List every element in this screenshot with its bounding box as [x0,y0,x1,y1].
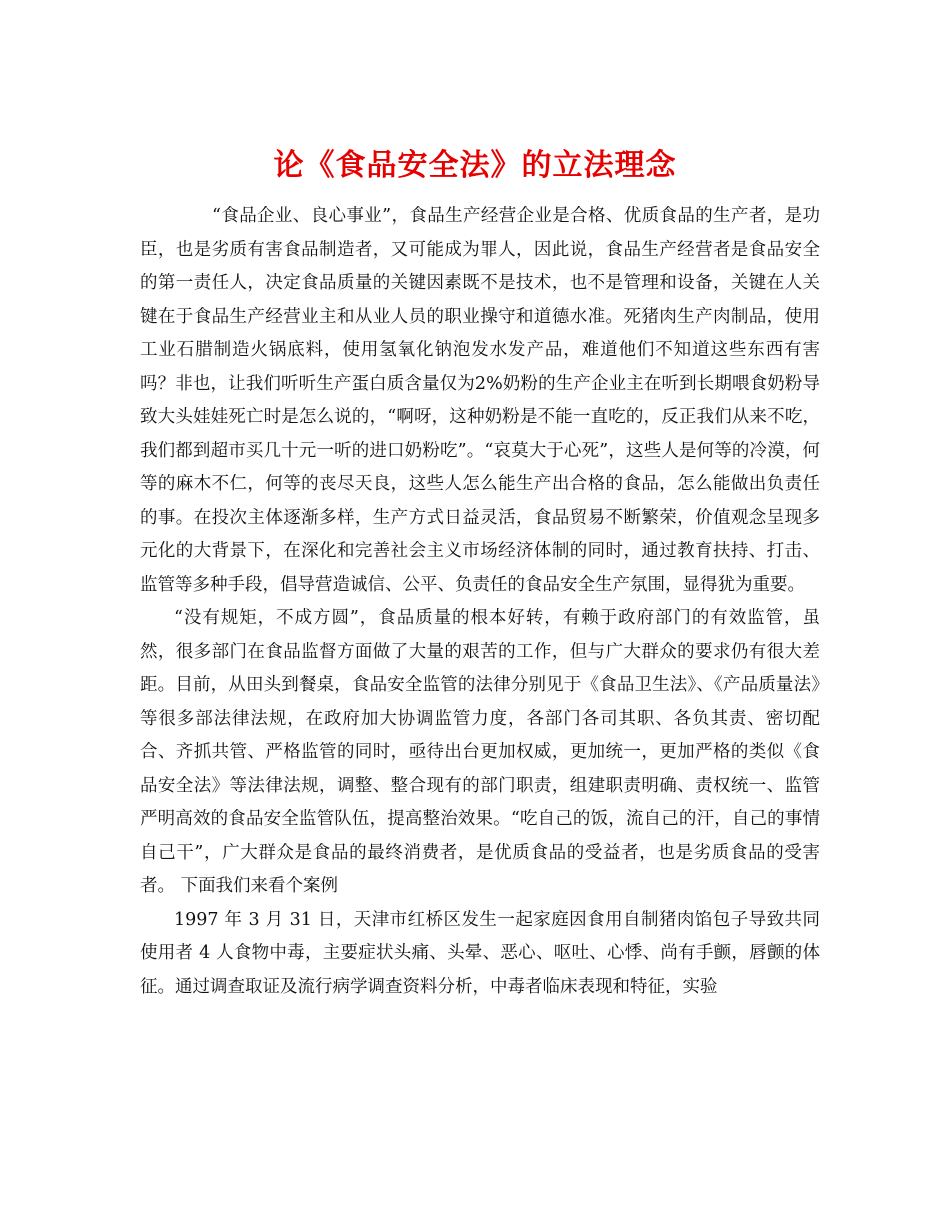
paragraph-1: “食品企业、良心事业”，食品生产经营企业是合格、优质食品的生产者，是功臣，也是劣质有害食品制造者，又可能成为罪人，因此说，食品生产经营者是食品安全的第一责任人，决定食品质量的关键因素既不是技术，也不是管理和设备，关键在人关键在于食品生产经营业主和从业人员的职业操守和道德水准。死猪肉生产肉制品，使用工业石腊制造火锅底料，使用氢氧化钠泡发水发产品，难道他们不知道这些东西有害吗？非也，让我们听听生产蛋白质含量仅为2%奶粉的生产企业主在听到长期喂食奶粉导致大头娃娃死亡时是怎么说的，“啊呀，这种奶粉是不能一直吃的，反正我们从来不吃，我们都到超市买几十元一听的进口奶粉吃”。“哀莫大于心死”，这些人是何等的冷漠，何等的麻木不仁，何等的丧尽天良，这些人怎么能生产出合格的食品，怎么能做出负责任的事。在投次主体逐渐多样，生产方式日益灵活，食品贸易不断繁荣，价值观念呈现多元化的大背景下，在深化和完善社会主义市场经济体制的同时，通过教育扶持、打击、监管等多种手段，倡导营造诚信、公平、负责任的食品安全生产氛围，显得犹为重要。 [140,206,820,595]
paragraph-2: “没有规矩，不成方圆”，食品质量的根本好转，有赖于政府部门的有效监管，虽然，很多部门在食品监督方面做了大量的艰苦的工作，但与广大群众的要求仍有很大差距。目前，从田头到餐桌，食品安全监管的法律分别见于《食品卫生法》、《产品质量法》等很多部法律法规，在政府加大协调监管力度，各部门各司其职、各负其责、密切配合、齐抓共管、严格监管的同时，亟待出台更加权威，更加统一，更加严格的类似《食品安全法》等法律法规，调整、整合现有的部门职责，组建职责明确、责权统一、监管严明高效的食品安全监管队伍，提高整治效果。“吃自己的饭，流自己的汗，自己的事情自己干”，广大群众是食品的最终消费者，是优质食品的受益者，也是劣质食品的受害者。 下面我们来看个案例 [140,608,820,896]
document-title: 论《食品安全法》的立法理念 [273,148,677,184]
paragraph-3: 1997 年 3 月 31 日，天津市红桥区发生一起家庭因食用自制猪肉馅包子导致共同使用者 4 人食物中毒，主要症状头痛、头晕、恶心、呕吐、心悸、尚有手颤，唇颤的体征。通过调查取证及流行病学调查资料分析，中毒者临床表现和特征，实验 [140,909,820,997]
document-body [140,200,820,1004]
